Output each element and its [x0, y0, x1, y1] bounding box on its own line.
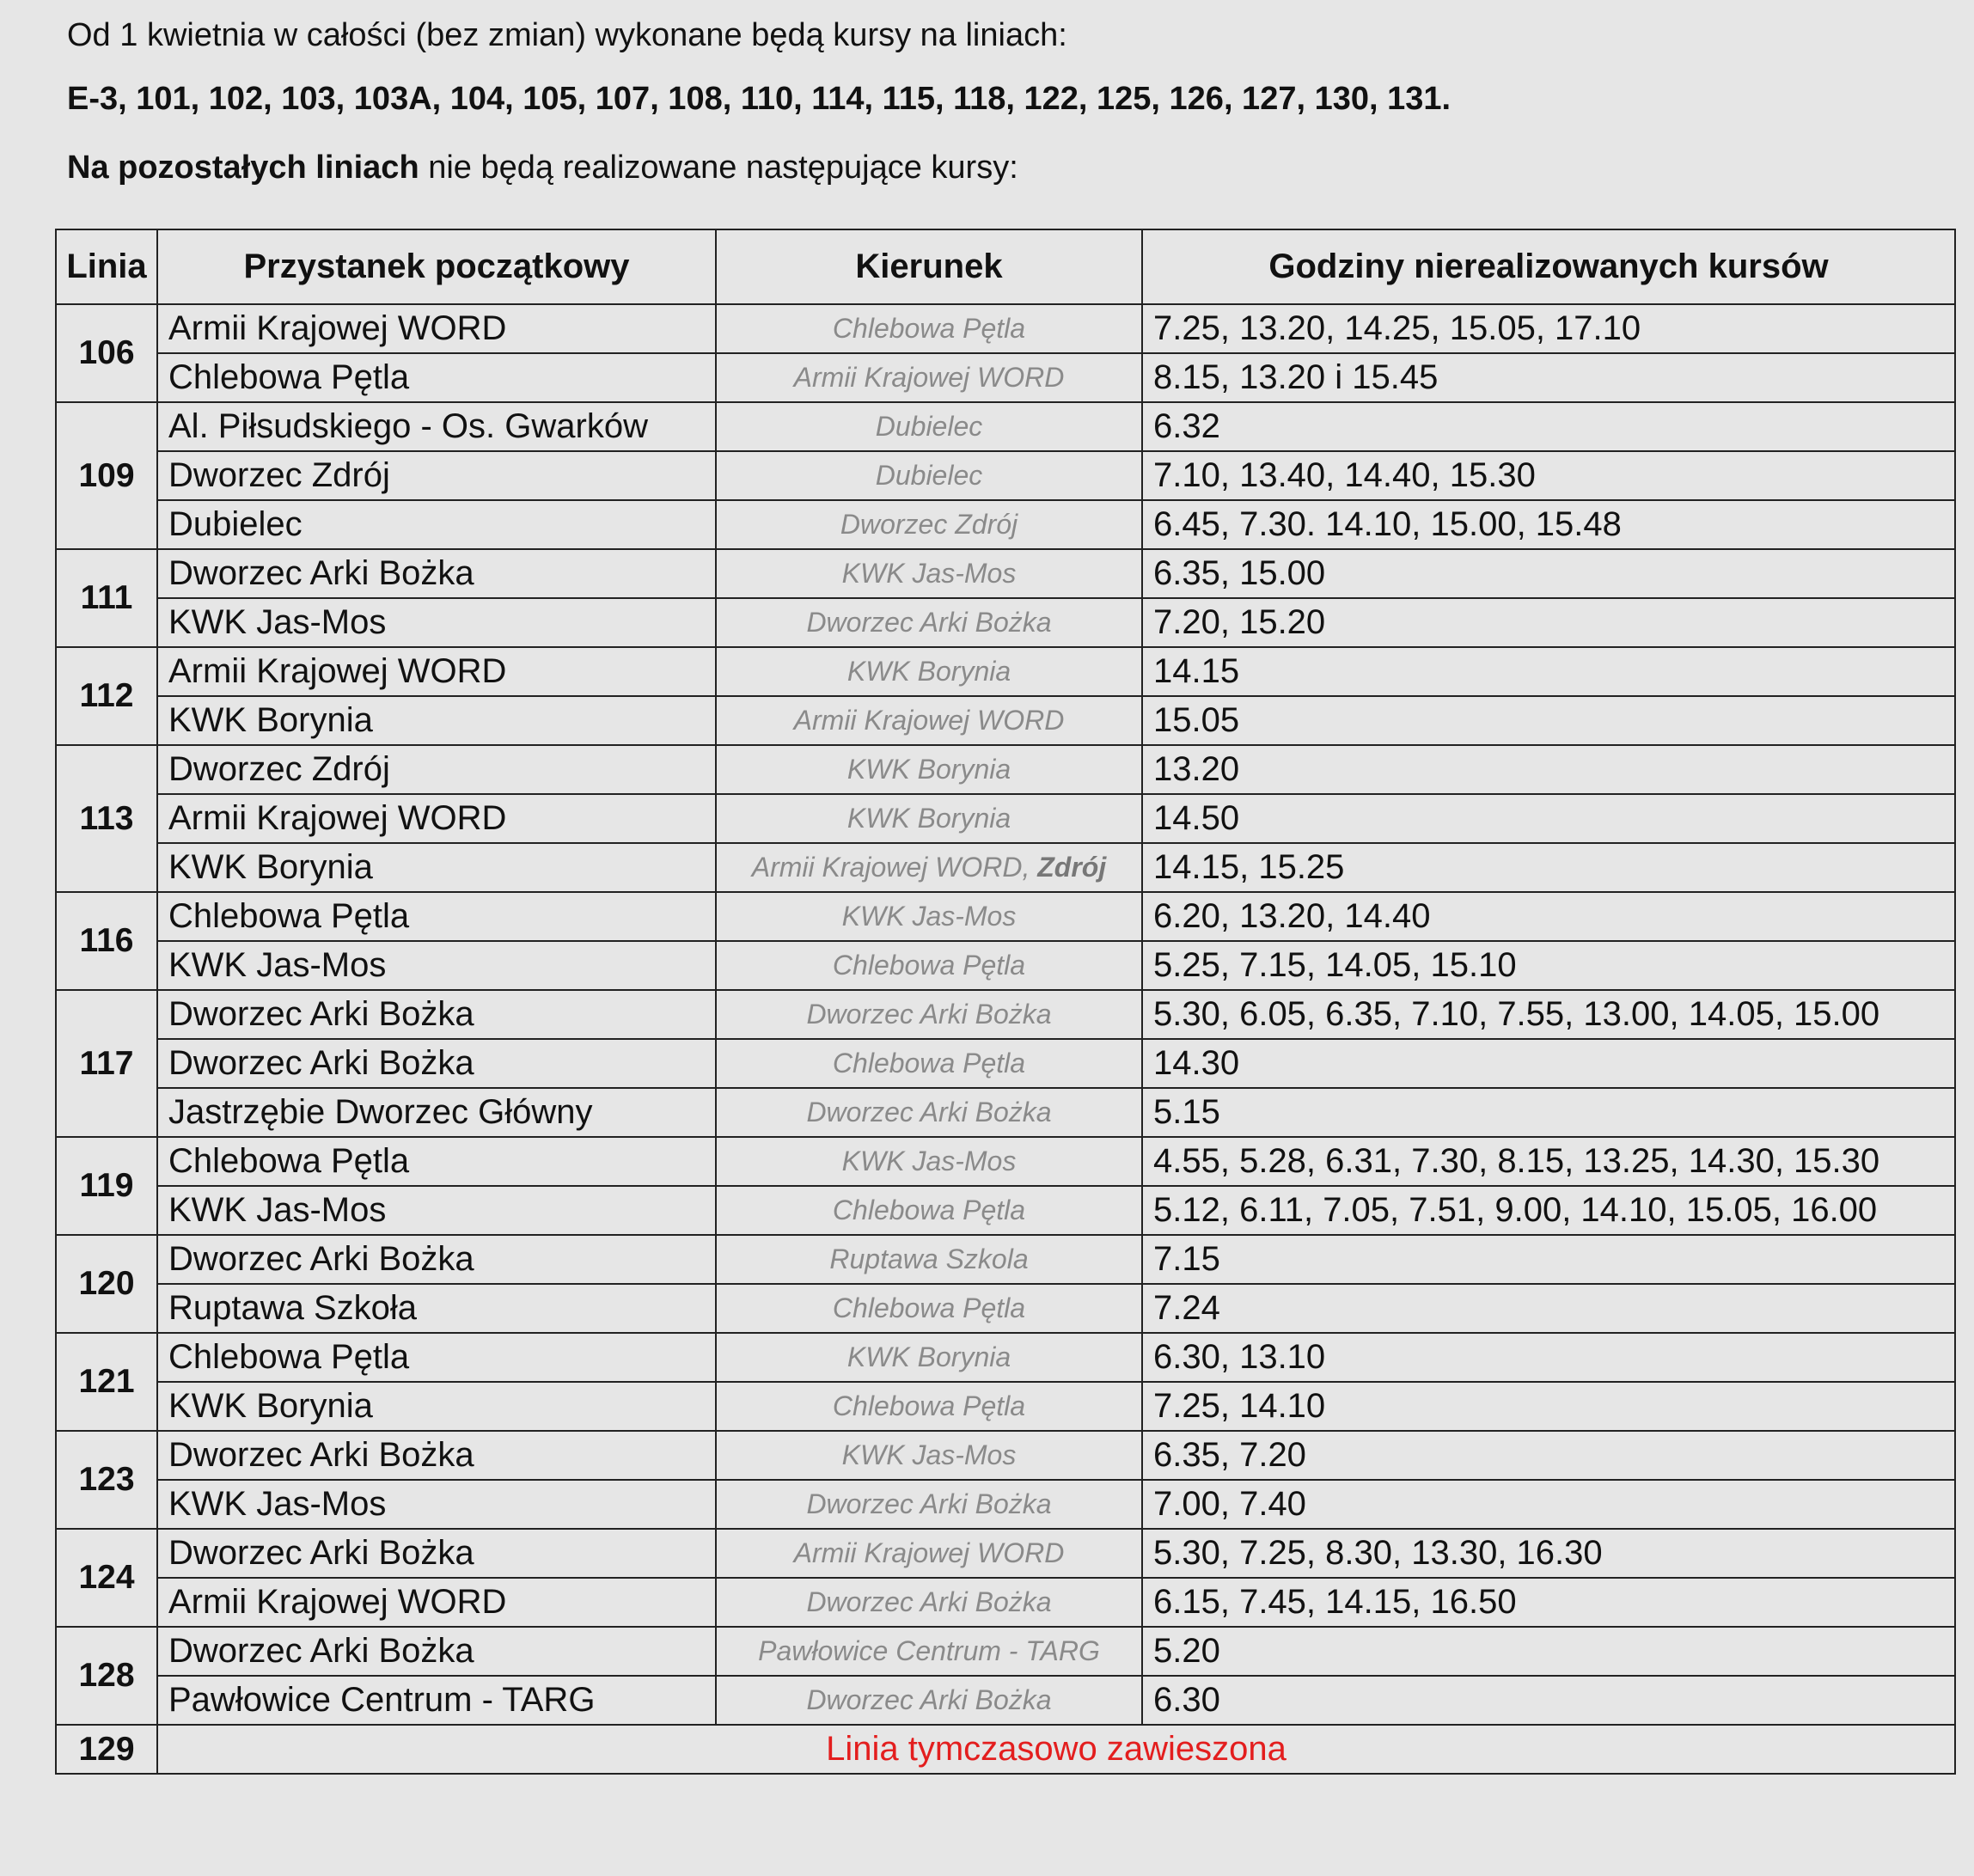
cancelled-times: 8.15, 13.20 i 15.45 [1142, 353, 1955, 402]
direction-text: Chlebowa Pętla [832, 1390, 1026, 1421]
header-stop: Przystanek początkowy [157, 229, 716, 304]
direction-text: Dworzec Zdrój [840, 509, 1018, 540]
direction [716, 500, 1142, 549]
cancelled-times: 7.00, 7.40 [1142, 1480, 1955, 1529]
direction-text: Chlebowa Pętla [832, 950, 1026, 981]
direction [716, 794, 1142, 843]
direction [716, 843, 1142, 892]
direction-text: Dworzec Arki Bożka [806, 999, 1052, 1030]
intro-text [67, 12, 1451, 191]
unchanged-lines-list: E-3, 101, 102, 103, 103A, 104, 105, 107, 108, 110, 114, 115, 118, 122, 125, 126, 127, 130, 131. [67, 81, 1451, 117]
direction-text: KWK Borynia [846, 754, 1011, 785]
direction-text: Chlebowa Pętla [832, 313, 1026, 344]
table-row [56, 353, 1955, 402]
cancelled-times: 6.35, 15.00 [1142, 549, 1955, 598]
cancelled-times: 6.30, 13.10 [1142, 1333, 1955, 1382]
table-row [56, 892, 1955, 941]
start-stop: Chlebowa Pętla [157, 892, 716, 941]
table-row [56, 990, 1955, 1039]
cancelled-times: 14.15 [1142, 647, 1955, 696]
table-row [56, 1529, 1955, 1578]
start-stop: KWK Jas-Mos [157, 941, 716, 990]
direction-text: KWK Borynia [846, 1341, 1011, 1372]
direction [716, 892, 1142, 941]
direction [716, 1382, 1142, 1431]
start-stop: Dworzec Zdrój [157, 745, 716, 794]
cancelled-times: 7.24 [1142, 1284, 1955, 1333]
line-number: 116 [56, 892, 157, 990]
table-row [56, 304, 1955, 353]
line-number: 120 [56, 1235, 157, 1333]
intro-line-1: Od 1 kwietnia w całości (bez zmian) wykonane będą kursy na liniach: [67, 17, 1067, 53]
start-stop: Dworzec Arki Bożka [157, 1431, 716, 1480]
cancelled-times: 6.15, 7.45, 14.15, 16.50 [1142, 1578, 1955, 1627]
table-row [56, 1676, 1955, 1725]
start-stop: Dworzec Arki Bożka [157, 1235, 716, 1284]
table-row [56, 598, 1955, 647]
direction-text: Ruptawa Szkola [829, 1244, 1029, 1274]
line-number: 112 [56, 647, 157, 745]
cancelled-times: 15.05 [1142, 696, 1955, 745]
start-stop: Chlebowa Pętla [157, 353, 716, 402]
direction-text: Dworzec Arki Bożka [806, 607, 1052, 638]
start-stop: Armii Krajowej WORD [157, 794, 716, 843]
direction [716, 941, 1142, 990]
line-number: 117 [56, 990, 157, 1137]
cancelled-times: 7.10, 13.40, 14.40, 15.30 [1142, 451, 1955, 500]
start-stop: Pawłowice Centrum - TARG [157, 1676, 716, 1725]
direction [716, 1088, 1142, 1137]
table-row [56, 1284, 1955, 1333]
table-body [56, 304, 1955, 1774]
table-row [56, 1382, 1955, 1431]
direction [716, 647, 1142, 696]
table-row [56, 1431, 1955, 1480]
direction-text: KWK Jas-Mos [841, 901, 1017, 932]
direction-text: Chlebowa Pętla [832, 1195, 1026, 1225]
direction [716, 1186, 1142, 1235]
direction [716, 1529, 1142, 1578]
cancelled-times: 6.45, 7.30. 14.10, 15.00, 15.48 [1142, 500, 1955, 549]
table-header-row [56, 229, 1955, 304]
start-stop: Ruptawa Szkoła [157, 1284, 716, 1333]
start-stop: Armii Krajowej WORD [157, 304, 716, 353]
direction [716, 696, 1142, 745]
start-stop: Jastrzębie Dworzec Główny [157, 1088, 716, 1137]
direction-text: Pawłowice Centrum - TARG [758, 1635, 1100, 1666]
start-stop: KWK Borynia [157, 1382, 716, 1431]
direction [716, 549, 1142, 598]
direction [716, 1137, 1142, 1186]
table-row [56, 794, 1955, 843]
direction-text: KWK Borynia [846, 803, 1011, 834]
cancelled-times: 7.25, 13.20, 14.25, 15.05, 17.10 [1142, 304, 1955, 353]
direction-text: Armii Krajowej WORD [793, 1537, 1065, 1568]
cancelled-times: 7.15 [1142, 1235, 1955, 1284]
line-number: 123 [56, 1431, 157, 1529]
table-row [56, 1039, 1955, 1088]
start-stop: Al. Piłsudskiego - Os. Gwarków [157, 402, 716, 451]
table-row [56, 1088, 1955, 1137]
direction-text: Dworzec Arki Bożka [806, 1586, 1052, 1617]
direction-text: Dubielec [875, 460, 983, 491]
cancelled-times: 6.20, 13.20, 14.40 [1142, 892, 1955, 941]
cancelled-courses-table [55, 229, 1956, 1775]
start-stop: Dworzec Arki Bożka [157, 1039, 716, 1088]
start-stop: Dubielec [157, 500, 716, 549]
direction [716, 1627, 1142, 1676]
direction [716, 1480, 1142, 1529]
line-number: 124 [56, 1529, 157, 1627]
direction-text: Dworzec Arki Bożka [806, 1684, 1052, 1715]
direction [716, 402, 1142, 451]
start-stop: Armii Krajowej WORD [157, 1578, 716, 1627]
cancelled-times: 5.30, 7.25, 8.30, 13.30, 16.30 [1142, 1529, 1955, 1578]
start-stop: KWK Jas-Mos [157, 1480, 716, 1529]
cancelled-times: 5.30, 6.05, 6.35, 7.10, 7.55, 13.00, 14.05, 15.00 [1142, 990, 1955, 1039]
direction-text: Chlebowa Pętla [832, 1048, 1026, 1079]
direction-text: Armii Krajowej WORD, [751, 852, 1030, 883]
direction-bold-text: Zdrój [1037, 852, 1107, 883]
direction-text: Chlebowa Pętla [832, 1292, 1026, 1323]
start-stop: Armii Krajowej WORD [157, 647, 716, 696]
direction [716, 598, 1142, 647]
table-row [56, 1137, 1955, 1186]
line-number: 109 [56, 402, 157, 549]
direction-text: KWK Borynia [846, 656, 1011, 687]
direction-text: Armii Krajowej WORD [793, 705, 1065, 736]
table-row [56, 843, 1955, 892]
table-row [56, 1186, 1955, 1235]
line-number: 111 [56, 549, 157, 647]
direction [716, 1039, 1142, 1088]
header-times: Godziny nierealizowanych kursów [1142, 229, 1955, 304]
start-stop: KWK Jas-Mos [157, 598, 716, 647]
direction [716, 745, 1142, 794]
cancelled-times: 14.30 [1142, 1039, 1955, 1088]
direction [716, 1333, 1142, 1382]
start-stop: KWK Borynia [157, 696, 716, 745]
cancelled-times: 5.20 [1142, 1627, 1955, 1676]
table-row [56, 941, 1955, 990]
direction-text: Dworzec Arki Bożka [806, 1097, 1052, 1127]
direction [716, 1676, 1142, 1725]
table-row [56, 549, 1955, 598]
cancelled-times: 7.25, 14.10 [1142, 1382, 1955, 1431]
cancelled-times: 5.15 [1142, 1088, 1955, 1137]
header-direction: Kierunek [716, 229, 1142, 304]
direction-text: Armii Krajowej WORD [793, 362, 1065, 393]
direction [716, 990, 1142, 1039]
table-row [56, 1333, 1955, 1382]
cancelled-times: 7.20, 15.20 [1142, 598, 1955, 647]
direction [716, 304, 1142, 353]
cancelled-times: 6.32 [1142, 402, 1955, 451]
cancelled-times: 13.20 [1142, 745, 1955, 794]
line-number: 113 [56, 745, 157, 892]
start-stop: Dworzec Arki Bożka [157, 990, 716, 1039]
cancelled-times: 6.35, 7.20 [1142, 1431, 1955, 1480]
cancelled-times: 14.50 [1142, 794, 1955, 843]
start-stop: Dworzec Arki Bożka [157, 1627, 716, 1676]
direction-text: KWK Jas-Mos [841, 1439, 1017, 1470]
suspended-row [56, 1725, 1955, 1774]
table-row [56, 745, 1955, 794]
header-line: Linia [56, 229, 157, 304]
cancelled-times: 5.12, 6.11, 7.05, 7.51, 9.00, 14.10, 15.05, 16.00 [1142, 1186, 1955, 1235]
cancelled-times: 6.30 [1142, 1676, 1955, 1725]
direction-text: KWK Jas-Mos [841, 1146, 1017, 1176]
direction-text: Dworzec Arki Bożka [806, 1488, 1052, 1519]
table-row [56, 696, 1955, 745]
intro-line-3-rest: nie będą realizowane następujące kursy: [419, 150, 1018, 186]
line-number: 121 [56, 1333, 157, 1431]
cancelled-times: 4.55, 5.28, 6.31, 7.30, 8.15, 13.25, 14.30, 15.30 [1142, 1137, 1955, 1186]
cancelled-times: 5.25, 7.15, 14.05, 15.10 [1142, 941, 1955, 990]
start-stop: KWK Borynia [157, 843, 716, 892]
start-stop: Dworzec Arki Bożka [157, 1529, 716, 1578]
start-stop: KWK Jas-Mos [157, 1186, 716, 1235]
line-number: 119 [56, 1137, 157, 1235]
table-row [56, 1480, 1955, 1529]
line-number: 128 [56, 1627, 157, 1725]
intro-line-3-bold: Na pozostałych liniach [67, 150, 419, 186]
line-number: 106 [56, 304, 157, 402]
direction [716, 451, 1142, 500]
direction [716, 353, 1142, 402]
direction [716, 1235, 1142, 1284]
table-row [56, 402, 1955, 451]
table-row [56, 500, 1955, 549]
start-stop: Dworzec Arki Bożka [157, 549, 716, 598]
intro-line-3 [67, 144, 1451, 191]
table-row [56, 451, 1955, 500]
direction-text: Dubielec [875, 411, 983, 442]
cancelled-times: 14.15, 15.25 [1142, 843, 1955, 892]
start-stop: Chlebowa Pętla [157, 1137, 716, 1186]
direction [716, 1578, 1142, 1627]
suspended-notice: Linia tymczasowo zawieszona [157, 1725, 1955, 1774]
direction [716, 1284, 1142, 1333]
start-stop: Chlebowa Pętla [157, 1333, 716, 1382]
direction-text: KWK Jas-Mos [841, 558, 1017, 589]
table-row [56, 647, 1955, 696]
line-number: 129 [56, 1725, 157, 1774]
table-row [56, 1235, 1955, 1284]
table-row [56, 1578, 1955, 1627]
direction [716, 1431, 1142, 1480]
start-stop: Dworzec Zdrój [157, 451, 716, 500]
table-row [56, 1627, 1955, 1676]
